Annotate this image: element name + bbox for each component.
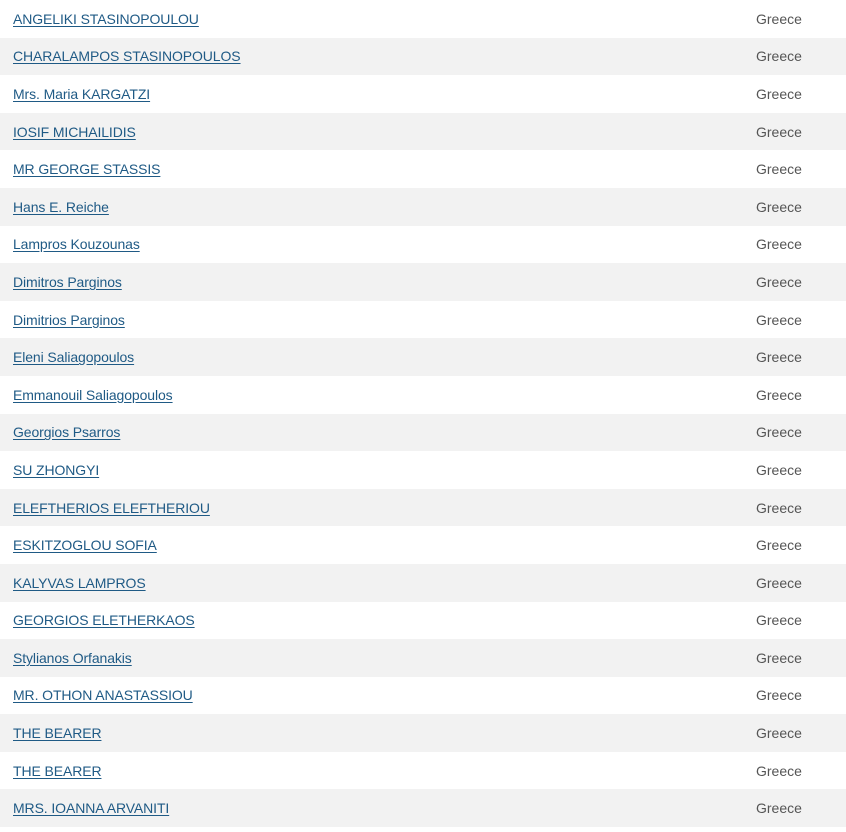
officer-name-link[interactable]: Stylianos Orfanakis [13, 649, 132, 666]
country-cell: Greece [756, 161, 802, 178]
officer-name-link[interactable]: KALYVAS LAMPROS [13, 574, 146, 591]
table-row [0, 38, 846, 76]
table-row [0, 414, 846, 452]
officer-name-link[interactable]: Lampros Kouzounas [13, 236, 140, 253]
country-cell: Greece [756, 386, 802, 403]
table-row [0, 226, 846, 264]
officer-name-link[interactable]: GEORGIOS ELETHERKAOS [13, 612, 195, 629]
table-row [0, 602, 846, 640]
table-row [0, 188, 846, 226]
table-row [0, 639, 846, 677]
officer-name-link[interactable]: MRS. IOANNA ARVANITI [13, 800, 170, 817]
officer-name-link[interactable]: Dimitrios Parginos [13, 311, 125, 328]
country-cell: Greece [756, 461, 802, 478]
country-cell: Greece [756, 349, 802, 366]
country-cell: Greece [756, 762, 802, 779]
officer-name-link[interactable]: SU ZHONGYI [13, 461, 100, 478]
officer-name-link[interactable]: Eleni Saliagopoulos [13, 349, 135, 366]
table-row [0, 301, 846, 339]
officer-name-link[interactable]: MR. OTHON ANASTASSIOU [13, 687, 193, 704]
officer-name-link[interactable]: Georgios Psarros [13, 424, 121, 441]
officer-name-link[interactable]: ELEFTHERIOS ELEFTHERIOU [13, 499, 210, 516]
country-cell: Greece [756, 649, 802, 666]
country-cell: Greece [756, 612, 802, 629]
officer-name-link[interactable]: Hans E. Reiche [13, 198, 109, 215]
officer-name-link[interactable]: CHARALAMPOS STASINOPOULOS [13, 48, 241, 65]
country-cell: Greece [756, 10, 802, 27]
country-cell: Greece [756, 273, 802, 290]
country-cell: Greece [756, 725, 802, 742]
officer-name-link[interactable]: MR GEORGE STASSIS [13, 161, 161, 178]
country-cell: Greece [756, 198, 802, 215]
table-row [0, 75, 846, 113]
table-row [0, 113, 846, 151]
country-cell: Greece [756, 574, 802, 591]
country-cell: Greece [756, 236, 802, 253]
table-row [0, 714, 846, 752]
country-cell: Greece [756, 499, 802, 516]
table-row [0, 677, 846, 715]
country-cell: Greece [756, 123, 802, 140]
table-row [0, 150, 846, 188]
officer-name-link[interactable]: ESKITZOGLOU SOFIA [13, 537, 157, 554]
officer-name-link[interactable]: Dimitros Parginos [13, 273, 122, 290]
officer-name-link[interactable]: THE BEARER [13, 725, 102, 742]
officer-name-link[interactable]: ANGELIKI STASINOPOULOU [13, 10, 199, 27]
officer-name-link[interactable]: Emmanouil Saliagopoulos [13, 386, 173, 403]
country-cell: Greece [756, 48, 802, 65]
table-row [0, 338, 846, 376]
country-cell: Greece [756, 537, 802, 554]
country-cell: Greece [756, 687, 802, 704]
officer-name-link[interactable]: IOSIF MICHAILIDIS [13, 123, 136, 140]
country-cell: Greece [756, 424, 802, 441]
country-cell: Greece [756, 85, 802, 102]
table-row [0, 263, 846, 301]
table-row [0, 564, 846, 602]
table-row [0, 752, 846, 790]
country-cell: Greece [756, 311, 802, 328]
officer-name-link[interactable]: Mrs. Maria KARGATZI [13, 85, 151, 102]
table-row [0, 376, 846, 414]
table-row [0, 0, 846, 38]
table-row [0, 789, 846, 827]
table-row [0, 526, 846, 564]
officer-name-link[interactable]: THE BEARER [13, 762, 102, 779]
table-row [0, 451, 846, 489]
country-cell: Greece [756, 800, 802, 817]
table-row [0, 489, 846, 527]
